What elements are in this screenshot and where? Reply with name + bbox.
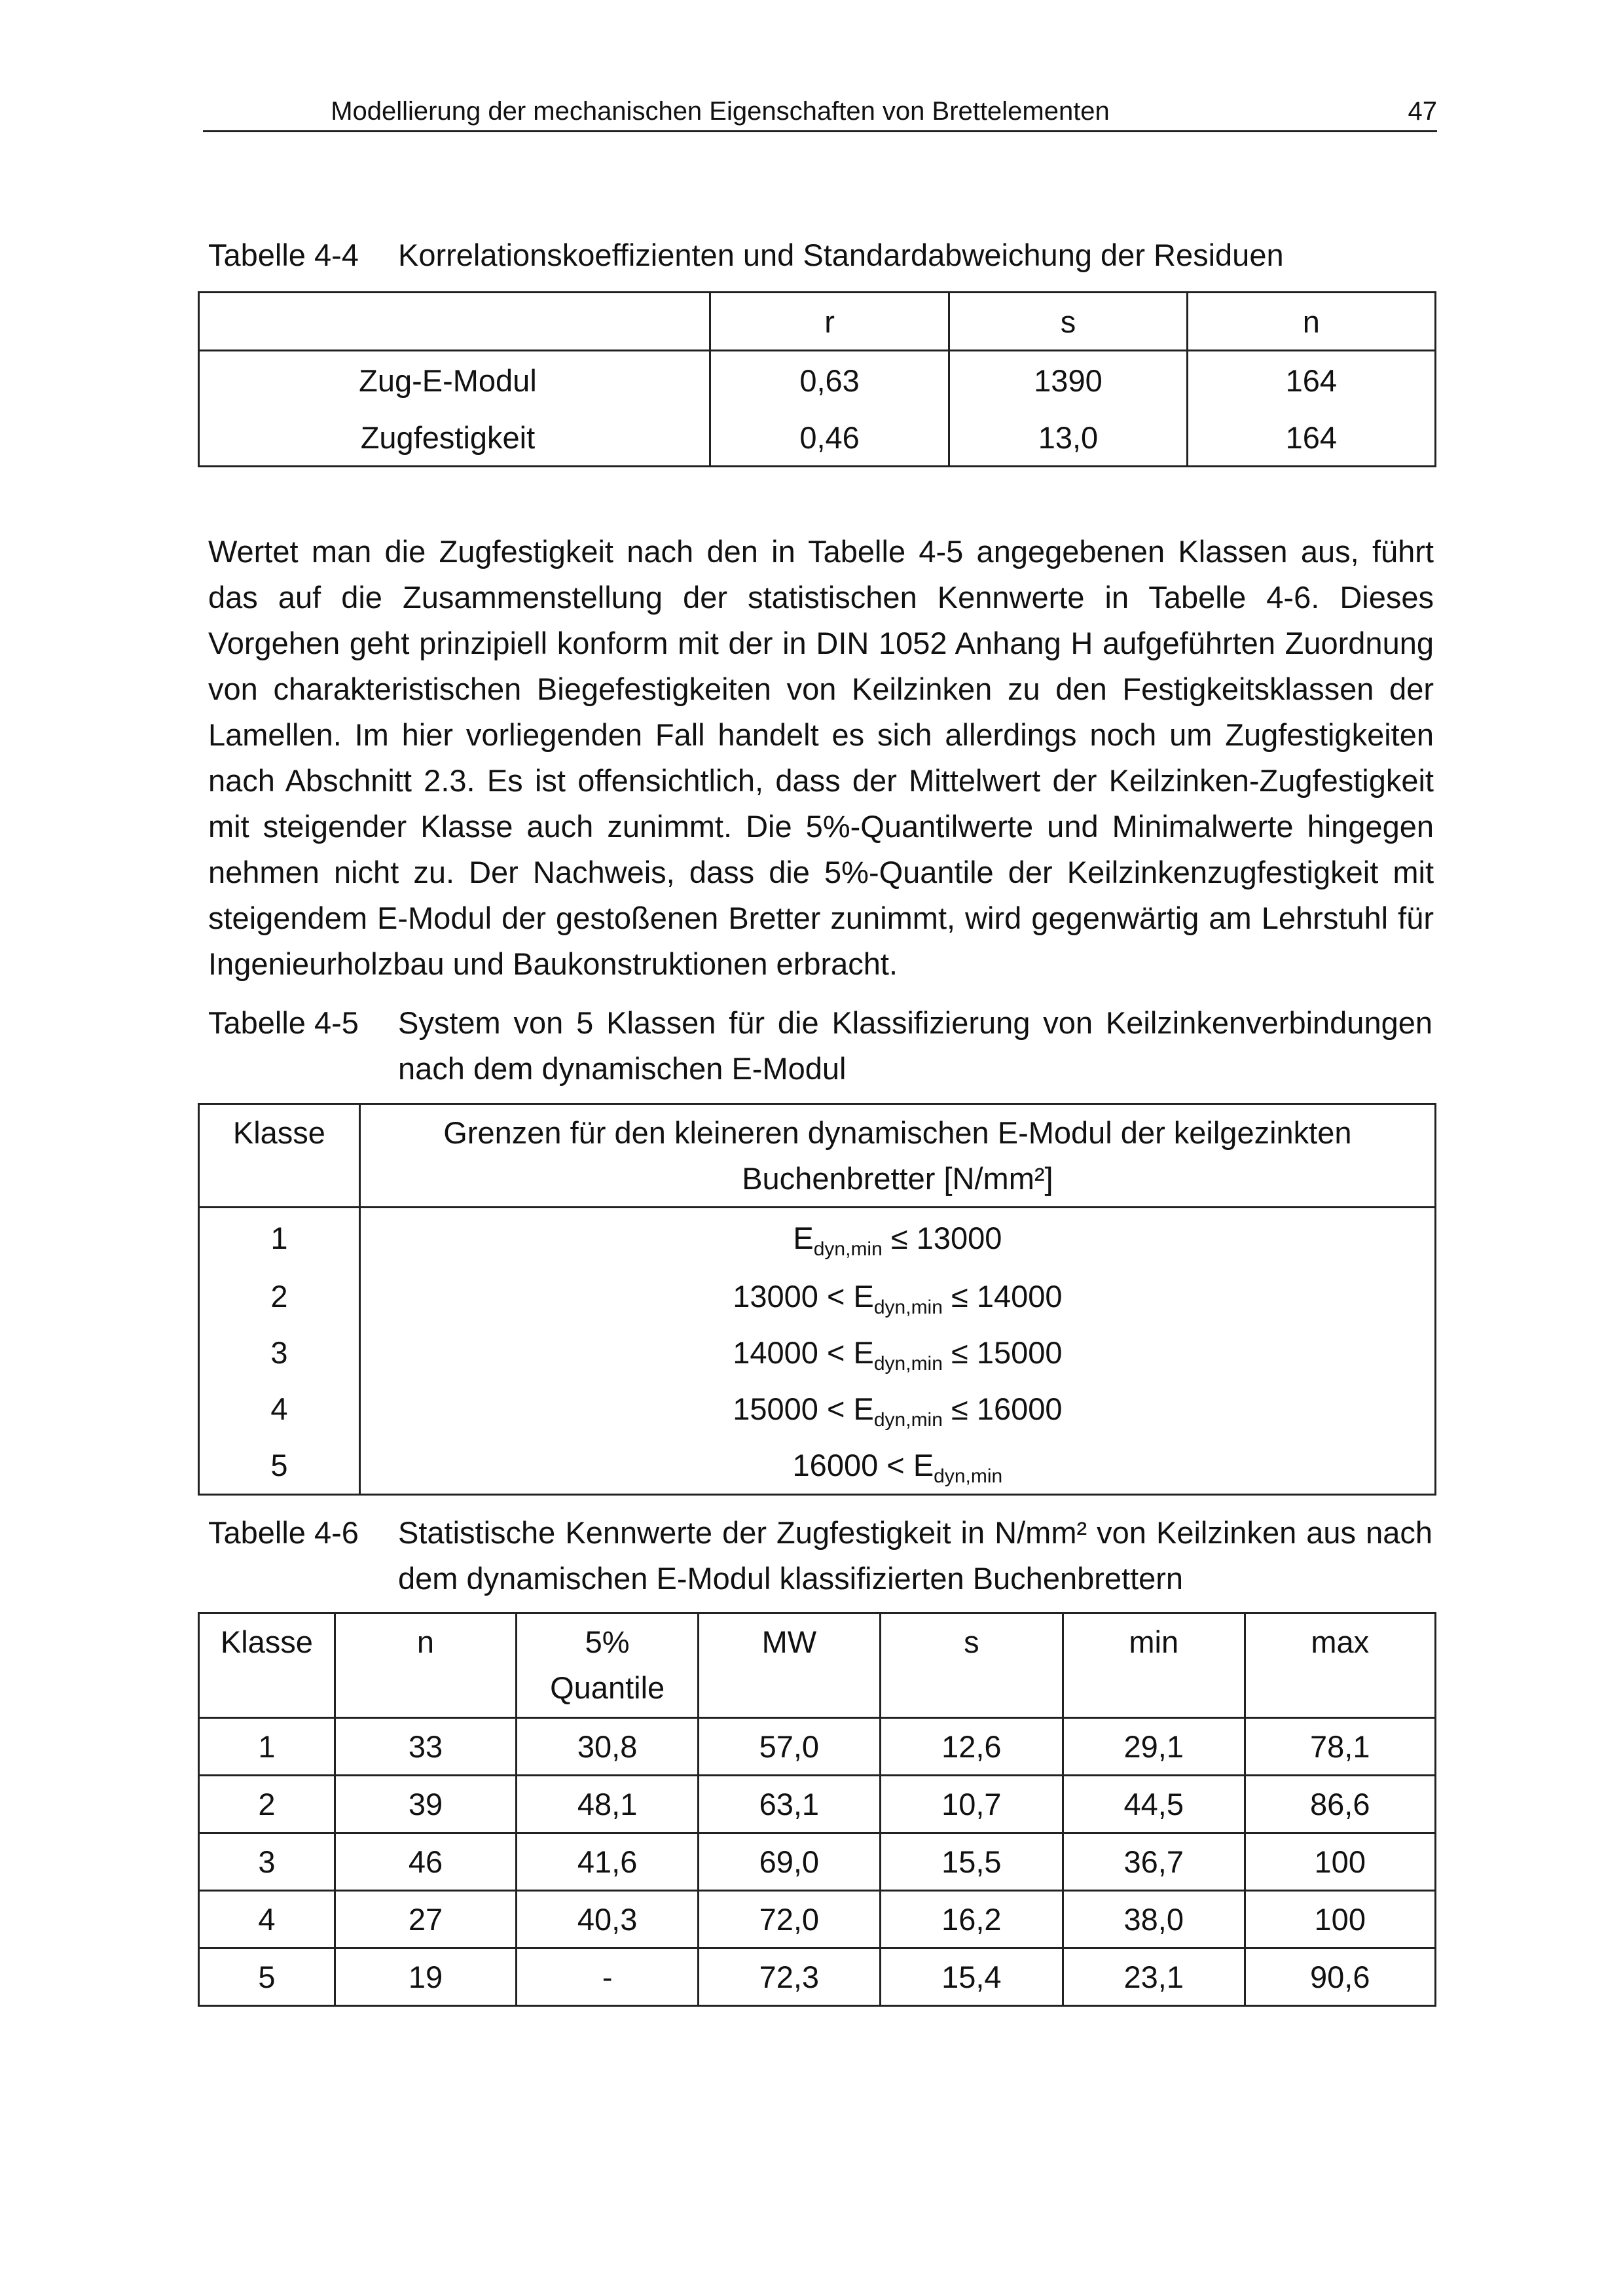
table-cell: 1 [199, 1718, 335, 1776]
e-subscript: dyn,min [873, 1353, 943, 1374]
table-4-6 [198, 1612, 1436, 2007]
table-cell: 86,6 [1245, 1776, 1435, 1833]
grenzen-cell [359, 1437, 1435, 1495]
table-row [199, 1268, 1436, 1325]
col-header-max: max [1245, 1613, 1435, 1718]
table-4-5-caption-text: System von 5 Klassen für die Klassifizierung von Keilzinkenverbindungen nach dem dynamischen E-Modul [398, 1005, 1432, 1086]
table-cell: 3 [199, 1833, 335, 1891]
table-cell: 100 [1245, 1891, 1435, 1948]
table-cell: 30,8 [517, 1718, 699, 1776]
page-number: 47 [1408, 97, 1437, 126]
table-4-4 [198, 291, 1436, 467]
table-cell: 15,5 [880, 1833, 1063, 1891]
table-cell: 72,3 [699, 1948, 880, 2006]
table-row [199, 351, 1436, 410]
table-4-6-caption [208, 1510, 1432, 1602]
table-cell: 10,7 [880, 1776, 1063, 1833]
table-cell: 27 [335, 1891, 516, 1948]
table-cell: 72,0 [699, 1891, 880, 1948]
table-4-5-header-row [199, 1104, 1436, 1208]
table-cell: 2 [199, 1776, 335, 1833]
col-header-quantile: 5% Quantile [517, 1613, 699, 1718]
table-4-4-header-cell: n [1187, 293, 1435, 351]
grenzen-suffix: ≤ 16000 [942, 1391, 1063, 1426]
col-header-n: n [335, 1613, 516, 1718]
table-4-6-header-row [199, 1613, 1436, 1718]
table-cell: 63,1 [699, 1776, 880, 1833]
running-header [203, 93, 1437, 132]
klasse-cell: 1 [199, 1208, 360, 1268]
table-4-5 [198, 1103, 1436, 1496]
table-4-4-label: Tabelle 4-4 [208, 238, 359, 272]
table-cell: 57,0 [699, 1718, 880, 1776]
grenzen-prefix: 13000 < [733, 1278, 854, 1314]
col-header-s: s [880, 1613, 1063, 1718]
table-cell: 78,1 [1245, 1718, 1435, 1776]
header-title: Modellierung der mechanischen Eigenschaften von Brettelementen [331, 97, 1110, 126]
table-cell: 0,46 [710, 410, 949, 467]
e-subscript: dyn,min [934, 1465, 1003, 1488]
table-cell: 48,1 [517, 1776, 699, 1833]
grenzen-cell [359, 1325, 1435, 1381]
table-4-5-caption [208, 1000, 1432, 1092]
grenzen-suffix: ≤ 15000 [942, 1335, 1063, 1370]
table-cell: 36,7 [1063, 1833, 1245, 1891]
table-cell: 164 [1187, 410, 1435, 467]
table-cell: 164 [1187, 351, 1435, 410]
klasse-cell: 5 [199, 1437, 360, 1495]
table-cell: 23,1 [1063, 1948, 1245, 2006]
body-paragraph: Wertet man die Zugfestigkeit nach den in Tabelle 4-5 angegebenen Klassen aus, führt das auf die Zusammenstellung der statistischen Kennwerte in Tabelle 4-6. Dieses Vorgehen geht prinzipiell konform mit der in DIN 1052 Anhang H aufgeführten Zuordnung von charakteristischen Biegefestigkeiten von Keilzinken zu den Festigkeitsklassen der Lamellen. Im hier vorliegenden Fall handelt es sich allerdings noch um Zugfestigkeiten nach Abschnitt 2.3. Es ist offensichtlich, dass der Mittelwert der Keilzinken-Zugfestigkeit mit steigender Klasse auch zunimmt. Die 5%-Quantilwerte und Minimalwerte hingegen nehmen nicht zu. Der Nachweis, dass die 5%-Quantile der Keilzinkenzugfestigkeit mit steigendem E-Modul der gestoßenen Bretter zunimmt, wird gegenwärtig am Lehrstuhl für Ingenieurholzbau und Baukonstruktionen erbracht. [208, 534, 1434, 981]
table-4-4-header-cell: r [710, 293, 949, 351]
klasse-cell: 2 [199, 1268, 360, 1325]
e-symbol: E [913, 1448, 934, 1483]
table-cell: 33 [335, 1718, 516, 1776]
table-4-5-label: Tabelle 4-5 [208, 1005, 359, 1040]
table-cell: 1390 [949, 351, 1187, 410]
table-4-4-header-cell [199, 293, 710, 351]
table-cell: 5 [199, 1948, 335, 2006]
table-cell: 40,3 [517, 1891, 699, 1948]
table-4-5-header-klasse: Klasse [199, 1104, 360, 1208]
col-header-mw: MW [699, 1613, 880, 1718]
e-symbol: E [793, 1220, 814, 1255]
e-subscript: dyn,min [873, 1409, 943, 1431]
table-4-4-caption-text: Korrelationskoeffizienten und Standardabweichung der Residuen [398, 238, 1284, 272]
table-cell: 12,6 [880, 1718, 1063, 1776]
table-row [199, 1437, 1436, 1495]
table-cell: 15,4 [880, 1948, 1063, 2006]
table-cell: 13,0 [949, 410, 1187, 467]
table-row [199, 1891, 1436, 1948]
table-cell: 38,0 [1063, 1891, 1245, 1948]
table-row [199, 1325, 1436, 1381]
table-cell: 90,6 [1245, 1948, 1435, 2006]
table-cell: 0,63 [710, 351, 949, 410]
table-4-6-label: Tabelle 4-6 [208, 1515, 359, 1550]
e-subscript: dyn,min [873, 1296, 943, 1318]
table-row [199, 1718, 1436, 1776]
table-row [199, 1381, 1436, 1437]
table-row [199, 1208, 1436, 1268]
table-row [199, 1833, 1436, 1891]
table-cell: 100 [1245, 1833, 1435, 1891]
grenzen-prefix: 14000 < [733, 1335, 854, 1370]
grenzen-cell [359, 1268, 1435, 1325]
table-4-4-caption [208, 232, 1432, 278]
table-cell: - [517, 1948, 699, 2006]
table-cell: 16,2 [880, 1891, 1063, 1948]
table-cell: 4 [199, 1891, 335, 1948]
table-4-4-header-cell: s [949, 293, 1187, 351]
table-row [199, 1948, 1436, 2006]
table-cell: 69,0 [699, 1833, 880, 1891]
col-header-klasse: Klasse [199, 1613, 335, 1718]
e-symbol: E [853, 1335, 874, 1370]
grenzen-cell [359, 1208, 1435, 1268]
table-row [199, 410, 1436, 467]
table-cell: 44,5 [1063, 1776, 1245, 1833]
row-label: Zugfestigkeit [199, 410, 710, 467]
grenzen-prefix: 15000 < [733, 1391, 854, 1426]
grenzen-prefix: 16000 < [792, 1448, 913, 1483]
klasse-cell: 3 [199, 1325, 360, 1381]
table-cell: 41,6 [517, 1833, 699, 1891]
grenzen-cell [359, 1381, 1435, 1437]
e-symbol: E [853, 1391, 874, 1426]
table-4-6-caption-text: Statistische Kennwerte der Zugfestigkeit in N/mm² von Keilzinken aus nach dem dynamischen E-Modul klassifizierten Buchenbrettern [398, 1515, 1432, 1596]
row-label: Zug-E-Modul [199, 351, 710, 410]
table-4-5-header-grenzen: Grenzen für den kleineren dynamischen E-Modul der keilgezinkten Buchenbretter [N/mm²] [359, 1104, 1435, 1208]
e-subscript: dyn,min [813, 1238, 883, 1260]
table-cell: 19 [335, 1948, 516, 2006]
table-cell: 46 [335, 1833, 516, 1891]
table-row [199, 1776, 1436, 1833]
grenzen-suffix: ≤ 13000 [882, 1220, 1002, 1255]
col-header-min: min [1063, 1613, 1245, 1718]
table-cell: 39 [335, 1776, 516, 1833]
e-symbol: E [853, 1278, 874, 1314]
table-cell: 29,1 [1063, 1718, 1245, 1776]
grenzen-suffix: ≤ 14000 [942, 1278, 1063, 1314]
klasse-cell: 4 [199, 1381, 360, 1437]
table-4-4-header-row [199, 293, 1436, 351]
